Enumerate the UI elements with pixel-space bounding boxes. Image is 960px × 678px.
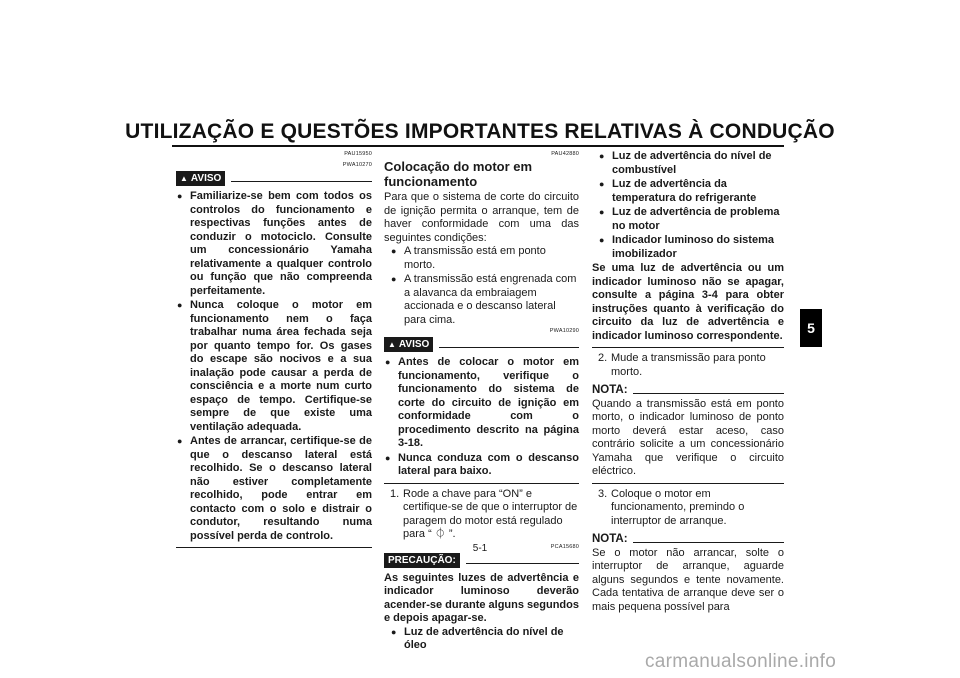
aviso-banner bbox=[384, 337, 579, 352]
intro-paragraph: Para que o sistema de corte do circuito de ignição permita o arranque, tem de haver conformidade com uma das seguintes condições: bbox=[384, 191, 579, 244]
reference-code: PAU15950 bbox=[344, 151, 372, 157]
reference-code: PWA10270 bbox=[342, 162, 372, 168]
note-end-rule bbox=[592, 483, 784, 484]
section-heading: Colocação do motor em funcionamento bbox=[384, 159, 533, 189]
note-heading bbox=[592, 384, 784, 398]
procedure-step bbox=[592, 488, 784, 529]
warning-triangle-icon: ▲ bbox=[180, 174, 188, 183]
precaucao-tag: PRECAUÇÃO: bbox=[384, 553, 460, 568]
note-text: Se o motor não arrancar, solte o interruptor de arranque, aguarde alguns segundos e tente novamente. Cada tentativa de arranque deve ser o mais pequena possível para bbox=[592, 546, 784, 613]
procedure-step bbox=[384, 488, 579, 542]
step-text: Rode a chave para “ON” e certifique-se de que o interruptor de paragem do motor está regulado para “ ⏀ ”. bbox=[403, 487, 578, 540]
caution-paragraph: Se uma luz de advertência ou um indicador luminoso não se apagar, consulte a página 3-4 para obter instruções quanto à verificação do circuito da luz de advertência e indicador luminoso correspondente. bbox=[592, 262, 784, 342]
step-number: 1. bbox=[390, 487, 400, 500]
warning-light-item: ● Luz de advertência do nível de combustível bbox=[598, 150, 784, 177]
warning-triangle-icon: ▲ bbox=[388, 340, 396, 349]
warning-light-item: ● Luz de advertência do nível de óleo bbox=[390, 626, 579, 653]
banner-rule bbox=[466, 563, 579, 564]
procedure-step bbox=[592, 352, 784, 379]
watermark: carmanualsonline.info bbox=[645, 651, 837, 672]
caution-paragraph: As seguintes luzes de advertência e indicador luminoso deverão acender-se durante alguns segundos e depois apagar-se. bbox=[384, 571, 579, 624]
warning-light-item: ● Luz de advertência de problema no motor bbox=[598, 206, 784, 233]
aviso-label: AVISO bbox=[190, 173, 222, 184]
warning-item: ● Antes de arrancar, certifique-se de que o descanso lateral está recolhido. Se o descanso lateral não estiver completamente recolhido, pode entrar em contacto com o solo e distrair o condutor, resultando numa possível perda de controlo. bbox=[176, 435, 372, 543]
page-number: 5-1 bbox=[472, 543, 488, 554]
aviso-banner bbox=[176, 171, 372, 186]
condition-item: ● A transmissão está engrenada com a alavanca da embraiagem accionada e o descanso lateral para cima. bbox=[390, 273, 579, 327]
section-end-rule bbox=[592, 347, 784, 348]
warning-item: ● Nunca conduza com o descanso lateral para baixo. bbox=[384, 452, 579, 479]
precaucao-banner bbox=[384, 553, 579, 568]
note-text: Quando a transmissão está em ponto morto, o indicador luminoso de ponto morto deverá estar aceso, caso contrário solicite a um concessionário Yamaha que verifique o circuito eléctrico. bbox=[592, 397, 784, 477]
column-left bbox=[176, 150, 372, 552]
aviso-tag bbox=[384, 337, 433, 352]
banner-rule bbox=[231, 181, 372, 182]
reference-code: PWA10290 bbox=[549, 328, 579, 334]
aviso-tag bbox=[176, 171, 225, 186]
title-underline bbox=[172, 145, 784, 147]
warning-light-item: ● Luz de advertência da temperatura do refrigerante bbox=[598, 178, 784, 205]
warning-item: ● Familiarize-se bem com todos os controlos do funcionamento e respectivas funções antes de conduzir o motociclo. Consulte um concessionário Yamaha relativamente a qualquer controlo ou função que não compreenda perfeitamente. bbox=[176, 190, 372, 298]
reference-code: PAU42880 bbox=[551, 151, 579, 157]
step-number: 2. bbox=[598, 352, 608, 364]
step-number: 3. bbox=[598, 487, 608, 500]
page-title: UTILIZAÇÃO E QUESTÕES IMPORTANTES RELATIVAS À CONDUÇÃO bbox=[125, 120, 835, 143]
section-end-rule bbox=[384, 483, 579, 484]
step-text: Mude a transmissão para ponto morto. bbox=[611, 352, 766, 378]
warning-light-item: ● Indicador luminoso do sistema imobilizador bbox=[598, 234, 784, 261]
reference-code: PCA15680 bbox=[550, 543, 579, 550]
step-text: Coloque o motor em funcionamento, premindo o interruptor de arranque. bbox=[611, 487, 745, 527]
warning-item: ● Antes de colocar o motor em funcionamento, verifique o funcionamento do sistema de corte do circuito de ignição em conformidade com o procedimento descrito na página 3-18. bbox=[384, 356, 579, 451]
note-label: NOTA: bbox=[592, 533, 628, 545]
aviso-label: AVISO bbox=[398, 339, 430, 350]
note-rule bbox=[633, 393, 784, 394]
banner-rule bbox=[439, 347, 579, 348]
chapter-tab[interactable]: 5 bbox=[800, 309, 822, 347]
column-middle bbox=[384, 150, 579, 654]
warning-item: ● Nunca coloque o motor em funcionamento nem o faça trabalhar numa área fechada seja por quanto tempo for. Os gases do escape são nocivos e a sua inalação pode causar a perda de consciência e a morte num curto espaço de tempo. Certifique-se sempre de que existe uma ventilação adequada. bbox=[176, 299, 372, 434]
note-label: NOTA: bbox=[592, 384, 628, 396]
condition-item: ● A transmissão está em ponto morto. bbox=[390, 245, 579, 272]
